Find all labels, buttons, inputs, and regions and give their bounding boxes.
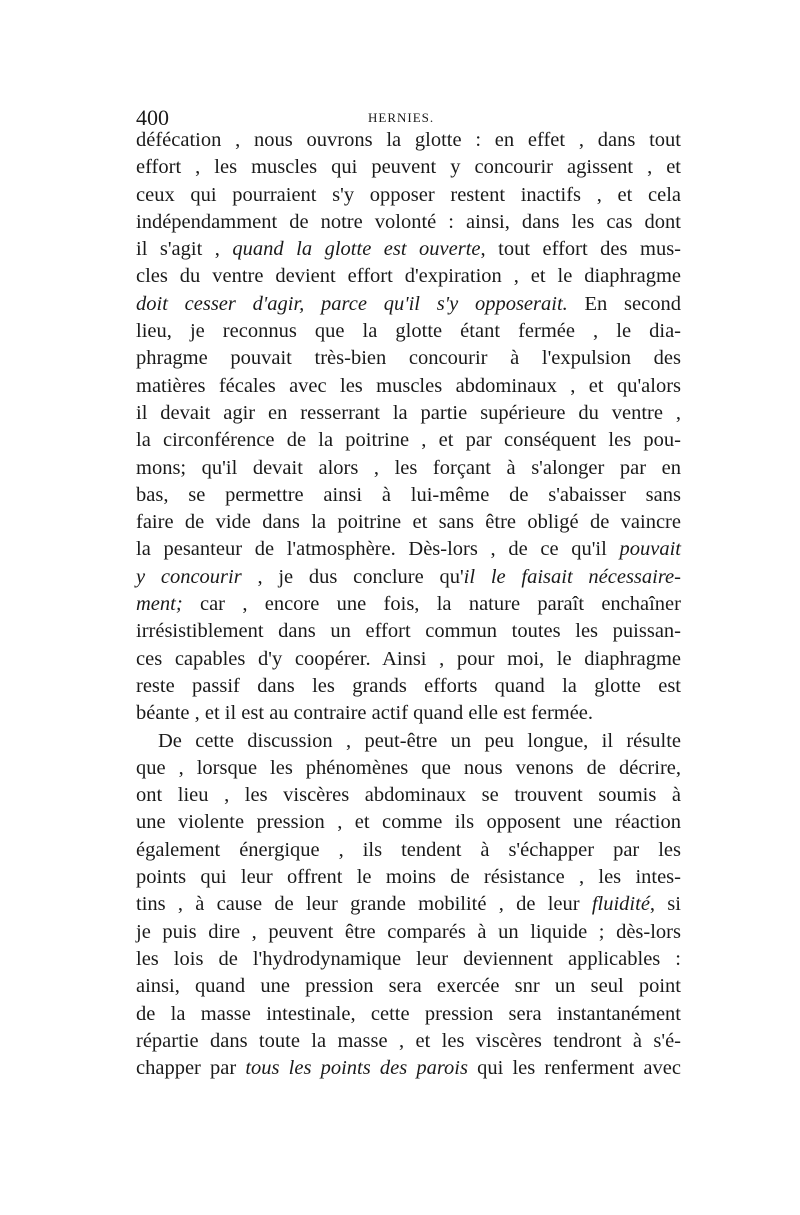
text-line [136,919,681,946]
text-segment: cles du ventre devient effort d'expiration , et le diaphragme [136,265,681,288]
text-line [136,564,681,591]
text-line [136,427,681,454]
text-line [136,1001,681,1028]
text-line [136,700,681,727]
text-segment: ont lieu , les viscères abdominaux se trouvent soumis à [136,784,681,807]
text-line [136,400,681,427]
italic-text: ment; [136,593,183,616]
page-number: 400 [136,105,169,130]
text-segment: , je dus conclure qu' [241,565,464,588]
text-segment: indépendamment de notre volonté : ainsi, dans les cas dont [136,210,681,233]
text-segment: une violente pression , et comme ils opposent une réaction [136,811,681,834]
italic-text: il le faisait nécessaire- [463,565,681,588]
text-segment: ces capables d'y coopérer. Ainsi , pour moi, le diaphragme [136,647,681,670]
text-segment: , tout effort des mus- [480,238,682,261]
text-segment: également énergique , ils tendent à s'échapper par les [136,838,681,861]
text-line [136,182,681,209]
text-segment: , si [649,893,681,916]
text-segment: mons; qu'il devait alors , les forçant à s'alonger par en [136,456,681,479]
text-line [136,782,681,809]
text-line [136,154,681,181]
italic-text: tous les points des parois [245,1057,468,1080]
text-segment: la pesanteur de l'atmosphère. Dès-lors , de ce qu'il [136,538,620,561]
text-segment: points qui leur offrent le moins de résistance , les intes- [136,866,681,889]
text-line [136,209,681,236]
text-line [136,946,681,973]
italic-text: fluidité [591,893,650,916]
text-line [136,536,681,563]
text-line [136,455,681,482]
text-segment: de la masse intestinale, cette pression sera instantanément [136,1002,681,1025]
text-segment: défécation , nous ouvrons la glotte : en effet , dans tout [136,129,681,151]
text-segment: il devait agir en resserrant la partie supérieure du ventre , [136,401,681,424]
text-segment: il s'agit , [136,238,233,261]
text-segment: répartie dans toute la masse , et les viscères tendront à s'é- [136,1029,681,1052]
text-segment: je puis dire , peuvent être comparés à un liquide ; dès-lors [136,920,681,943]
text-line [136,646,681,673]
text-line [136,373,681,400]
running-head: HERNIES. [368,110,435,125]
text-line [136,318,681,345]
text-line [136,263,681,290]
text-segment: qui les renferment avec [467,1057,681,1080]
text-line [136,809,681,836]
text-line [136,591,681,618]
text-segment: reste passif dans les grands efforts quand la glotte est [136,674,681,697]
text-segment: irrésistiblement dans un effort commun toutes les puissan- [136,620,681,643]
text-segment: car , encore une fois, la nature paraît enchaîner [182,593,681,616]
text-line [136,973,681,1000]
text-line [136,673,681,700]
text-segment: bas, se permettre ainsi à lui-même de s'abaisser sans [136,483,681,506]
text-segment: De cette discussion , peut-être un peu longue, il résulte [158,729,681,752]
italic-text: doit cesser d'agir, parce qu'il s'y opposerait. [136,292,568,315]
text-line [136,891,681,918]
text-line [136,618,681,645]
text-line [136,482,681,509]
text-line [136,345,681,372]
text-segment: tins , à cause de leur grande mobilité , de leur [136,893,592,916]
text-line [136,127,681,154]
text-segment: que , lorsque les phénomènes que nous venons de décrire, [136,756,681,779]
text-segment: ceux qui pourraient s'y opposer restent inactifs , et cela [136,183,681,206]
text-segment: phragme pouvait très-bien concourir à l'expulsion des [136,347,681,370]
text-segment: béante , et il est au contraire actif quand elle est fermée. [136,702,594,725]
body-text [136,127,681,1082]
text-segment: matières fécales avec les muscles abdominaux , et qu'alors [136,374,681,397]
text-segment: la circonférence de la poitrine , et par conséquent les pou- [136,429,681,452]
text-line [136,728,681,755]
text-segment: ainsi, quand une pression sera exercée snr un seul point [136,975,681,998]
italic-text: quand la glotte est ouverte [232,238,481,261]
italic-text: y concourir [136,565,242,588]
text-segment: les lois de l'hydrodynamique leur deviennent applicables : [136,947,681,970]
text-line [136,1028,681,1055]
text-segment: faire de vide dans la poitrine et sans être obligé de vaincre [136,511,681,534]
text-line [136,236,681,263]
text-line [136,509,681,536]
text-line [136,837,681,864]
text-line [136,755,681,782]
text-line [136,291,681,318]
text-segment: En second [567,292,681,315]
text-line [136,1055,681,1082]
text-segment: effort , les muscles qui peuvent y concourir agissent , et [136,156,681,179]
text-segment: lieu, je reconnus que la glotte étant fermée , le dia- [136,320,681,343]
text-line [136,864,681,891]
text-segment: chapper par [136,1057,246,1080]
italic-text: pouvait [619,538,681,561]
